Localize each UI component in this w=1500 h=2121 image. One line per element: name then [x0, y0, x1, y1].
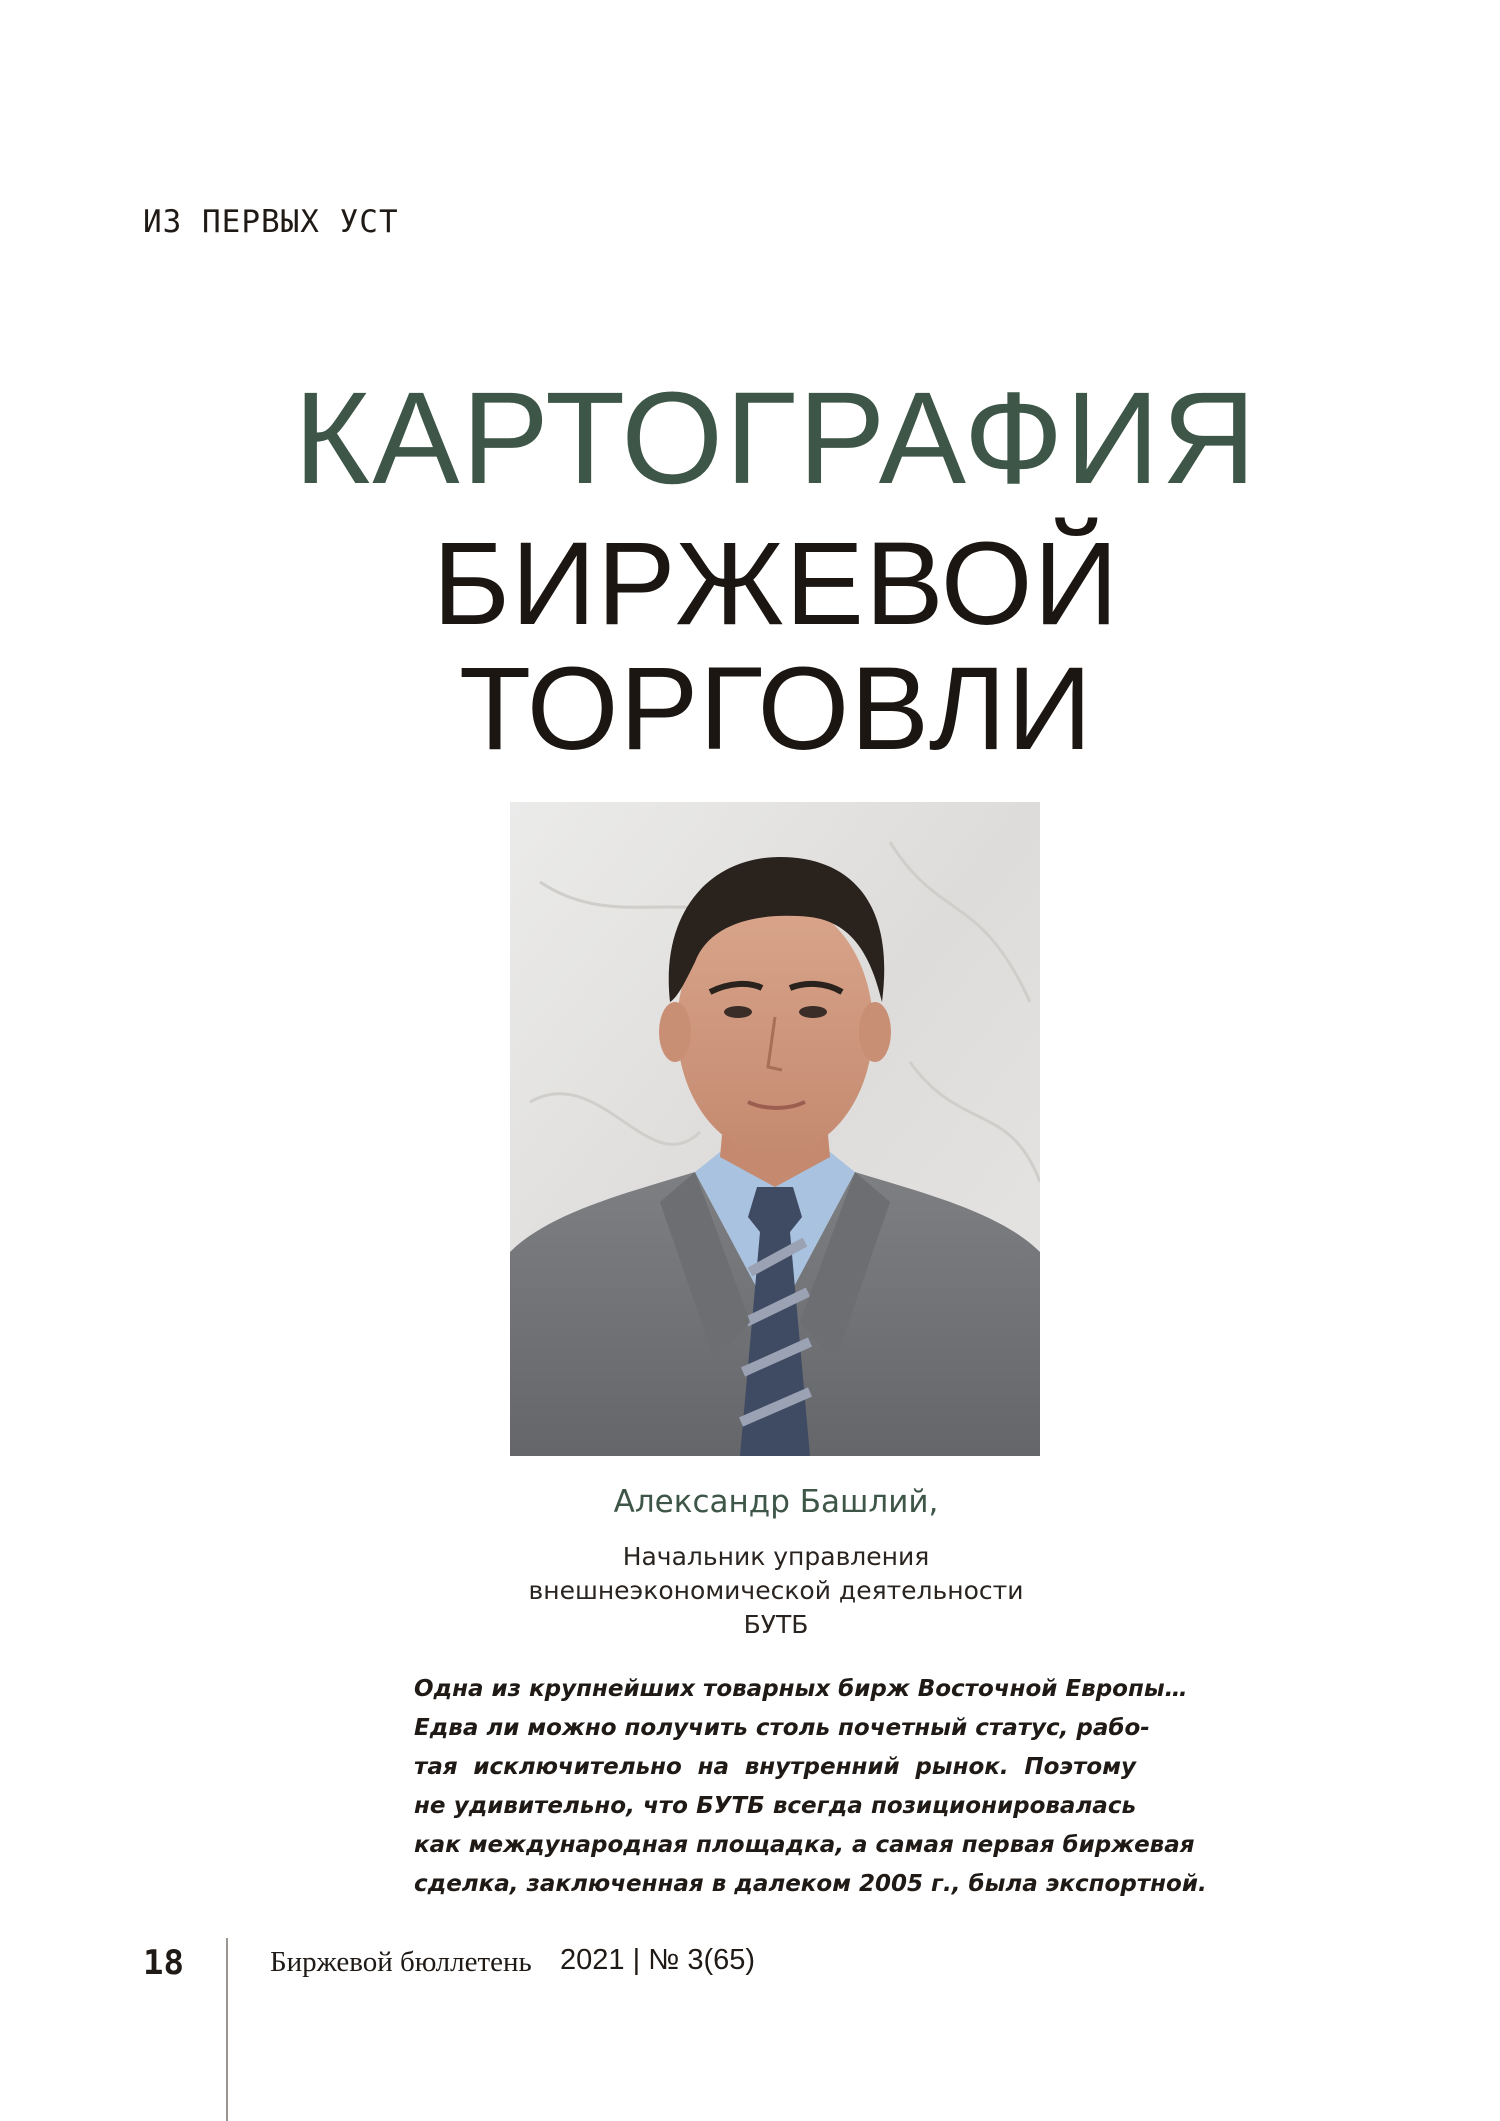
lead-line: тая исключительно на внутренний рынок. Поэтому	[414, 1754, 1136, 1780]
headline-line-3: ТОРГОВЛИ	[459, 643, 1093, 775]
lead-line: Едва ли можно получить столь почетный статус, рабо-	[414, 1715, 1150, 1741]
author-role-line-2: внешнеэкономической деятельности	[528, 1576, 1024, 1605]
lead-paragraph	[414, 1670, 1207, 1904]
author-name: Александр Башлий,	[613, 1484, 939, 1520]
journal-title: Биржевой бюллетень	[270, 1946, 532, 1978]
issue-number: 2021 | № 3(65)	[560, 1944, 756, 1976]
lead-line: не удивительно, что БУТБ всегда позиционировалась	[414, 1793, 1136, 1819]
author-role-line-1: Начальник управления	[622, 1542, 930, 1571]
lead-line: как международная площадка, а самая первая биржевая	[414, 1832, 1195, 1858]
section-label: ИЗ ПЕРВЫХ УСТ	[143, 204, 399, 240]
page-number: 18	[143, 1943, 184, 1983]
lead-line: Одна из крупнейших товарных бирж Восточной Европы…	[414, 1676, 1188, 1702]
portrait-photo	[510, 802, 1040, 1456]
headline-line-1: КАРТОГРАФИЯ	[293, 364, 1259, 511]
footer-divider	[226, 1938, 228, 2121]
lead-line: сделка, заключенная в далеком 2005 г., была экспортной.	[414, 1871, 1207, 1897]
headline-line-2: БИРЖЕВОЙ	[432, 518, 1120, 650]
author-role-line-3: БУТБ	[743, 1610, 809, 1639]
